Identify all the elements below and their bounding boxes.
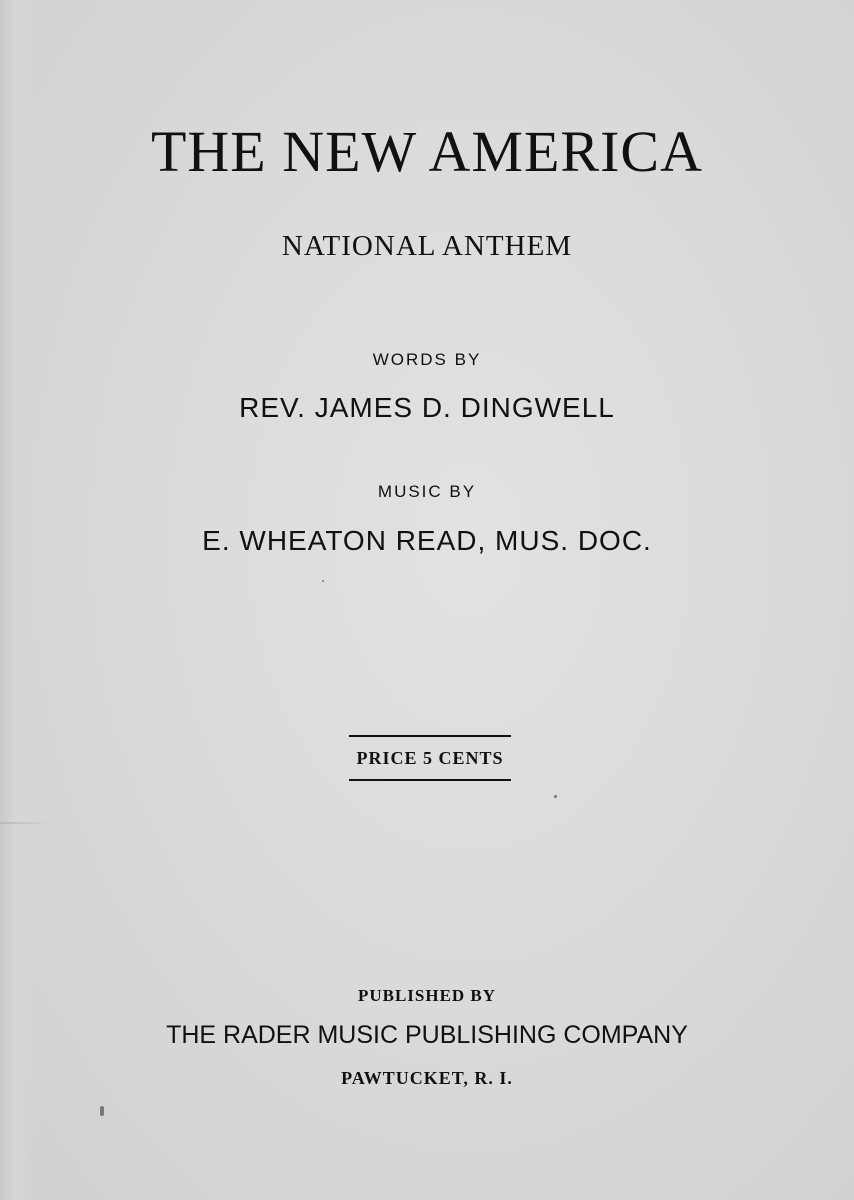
cover-title: THE NEW AMERICA [150,119,703,184]
price-box [349,735,511,781]
cover-subtitle: NATIONAL ANTHEM [281,230,573,262]
music-by-label: MUSIC BY [377,482,477,501]
price-text: PRICE 5 CENTS [356,748,504,768]
composer-name: E. WHEATON READ, MUS. DOC. [202,525,652,556]
published-by-label: PUBLISHED BY [357,986,497,1005]
lyricist-name: REV. JAMES D. DINGWELL [239,392,615,423]
publisher-name: THE RADER MUSIC PUBLISHING COMPANY [166,1021,688,1049]
page-crease [0,822,48,824]
publisher-city: PAWTUCKET, R. I. [341,1068,513,1088]
paper-speck [322,580,324,582]
words-by-label: WORDS BY [372,350,482,369]
paper-speck [554,795,557,798]
paper-speck [100,1106,104,1116]
